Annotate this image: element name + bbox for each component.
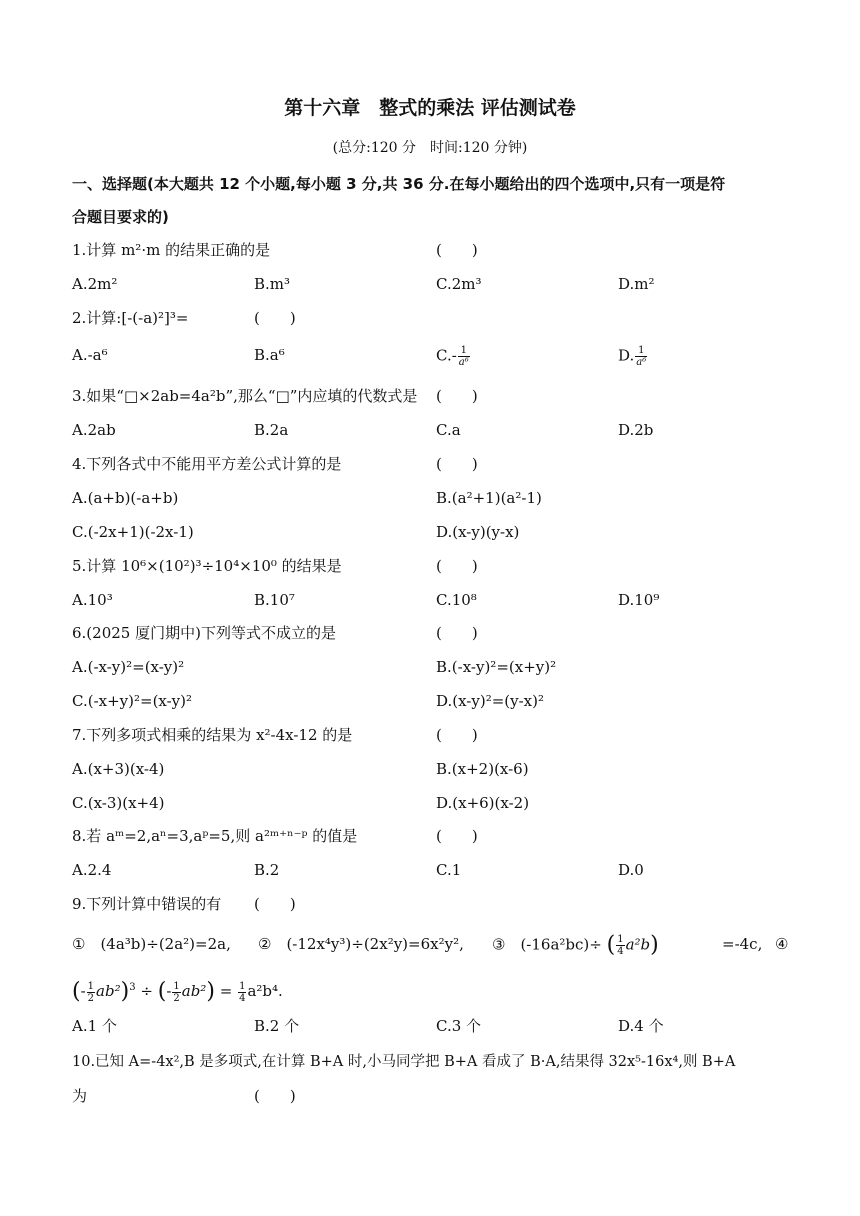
question-7-option-c: C.(x-3)(x+4) bbox=[72, 794, 165, 812]
left-paren: ( bbox=[606, 932, 616, 958]
question-4-stem: 4.下列各式中不能用平方差公式计算的是 bbox=[72, 455, 342, 473]
question-1-option-c: C.2m³ bbox=[436, 275, 482, 293]
question-7-option-a: A.(x+3)(x-4) bbox=[72, 760, 165, 778]
question-1-option-a: A.2m² bbox=[72, 275, 118, 293]
question-7-stem: 7.下列多项式相乘的结果为 x²-4x-12 的是 bbox=[72, 726, 353, 744]
question-6-answer-blank: ( ) bbox=[436, 624, 478, 642]
question-7-answer-blank: ( ) bbox=[436, 726, 478, 744]
question-1-answer-blank: ( ) bbox=[436, 241, 478, 259]
exam-info: (总分:120 分 时间:120 分钟) bbox=[332, 140, 528, 156]
fraction: $\frac{1}{4}$ bbox=[617, 934, 624, 957]
section-heading: 一、选择题(本大题共 12 个小题,每小题 3 分,共 36 分.在每小题给出的四个选项中,只有一项是符 bbox=[72, 175, 726, 193]
question-5-stem: 5.计算 10⁶×(10²)³÷10⁴×10⁰ 的结果是 bbox=[72, 557, 342, 575]
question-2-option-c-prefix: C.- bbox=[436, 346, 457, 365]
fraction: $\frac{1}{\text{a⁶}}$ bbox=[636, 345, 647, 368]
question-4-option-b: B.(a²+1)(a²-1) bbox=[436, 489, 542, 507]
question-9-option-d: D.4 个 bbox=[618, 1017, 664, 1035]
question-9-answer-blank: ( ) bbox=[254, 895, 296, 913]
question-5-option-c: C.10⁸ bbox=[436, 591, 477, 609]
question-10-stem-cont: 为 bbox=[72, 1087, 88, 1105]
question-10-stem: 10.已知 A=-4x²,B 是多项式,在计算 B+A 时,小马同学把 B+A 看成了 B·A,结果得 32x⁵-16x⁴,则 B+A bbox=[72, 1054, 736, 1070]
question-9-stem: 9.下列计算中错误的有 bbox=[72, 895, 222, 913]
question-2-answer-blank: ( ) bbox=[254, 309, 296, 327]
question-10-answer-blank: ( ) bbox=[254, 1087, 296, 1105]
question-9-expr-4-marker: ④ bbox=[775, 935, 789, 953]
question-6-stem: 6.(2025 厦门期中)下列等式不成立的是 bbox=[72, 624, 336, 642]
question-8-option-d: D.0 bbox=[618, 861, 644, 879]
question-3-stem: 3.如果“□×2ab=4a²b”,那么“□”内应填的代数式是 bbox=[72, 387, 418, 405]
question-3-option-a: A.2ab bbox=[72, 421, 116, 439]
question-1-option-b: B.m³ bbox=[254, 275, 291, 293]
question-9-expr-4: (- $\frac{1}{2}$ ab²)$^3$ ÷ (- $\frac{1}{2}$ ab²) = $\frac{1}{4}$ a²b⁴. bbox=[72, 979, 283, 1004]
question-3-option-b: B.2a bbox=[254, 421, 289, 439]
question-2-option-c bbox=[436, 345, 471, 368]
question-6-option-d: D.(x-y)²=(y-x)² bbox=[436, 692, 545, 710]
question-9-option-c: C.3 个 bbox=[436, 1017, 482, 1035]
question-8-option-b: B.2 bbox=[254, 861, 280, 879]
question-9-option-b: B.2 个 bbox=[254, 1017, 300, 1035]
question-5-option-b: B.10⁷ bbox=[254, 591, 295, 609]
fraction: $\frac{1}{4}$ bbox=[239, 980, 246, 1004]
question-5-option-d: D.10⁹ bbox=[618, 591, 660, 609]
fraction: $\frac{1}{2}$ bbox=[173, 980, 180, 1004]
question-8-option-c: C.1 bbox=[436, 861, 462, 879]
question-2-option-a: A.-a⁶ bbox=[72, 346, 108, 364]
question-4-option-c: C.(-2x+1)(-2x-1) bbox=[72, 523, 194, 541]
question-3-option-c: C.a bbox=[436, 421, 461, 439]
question-2-option-b: B.a⁶ bbox=[254, 346, 285, 364]
question-4-option-d: D.(x-y)(y-x) bbox=[436, 523, 520, 541]
question-9-expr-3-result: =-4c, bbox=[722, 935, 763, 953]
page-title: 第十六章 整式的乘法 评估测试卷 bbox=[284, 97, 576, 119]
right-paren: ) bbox=[650, 932, 659, 958]
question-7-option-b: B.(x+2)(x-6) bbox=[436, 760, 529, 778]
question-6-option-c: C.(-x+y)²=(x-y)² bbox=[72, 692, 193, 710]
question-2-stem: 2.计算:[-(-a)²]³= bbox=[72, 309, 189, 327]
question-1-stem: 1.计算 m²·m 的结果正确的是 bbox=[72, 241, 271, 259]
question-9-expr-2: ② (-12x⁴y³)÷(2x²y)=6x²y², bbox=[258, 935, 464, 953]
question-2-option-d-prefix: D. bbox=[618, 346, 635, 365]
question-9-option-a: A.1 个 bbox=[72, 1017, 117, 1035]
question-5-answer-blank: ( ) bbox=[436, 557, 478, 575]
question-3-option-d: D.2b bbox=[618, 421, 654, 439]
section-heading-cont: 合题目要求的) bbox=[72, 208, 169, 226]
question-2-option-d bbox=[618, 345, 648, 368]
question-6-option-a: A.(-x-y)²=(x-y)² bbox=[72, 658, 185, 676]
fraction: $\frac{1}{\text{a⁶}}$ bbox=[458, 345, 469, 368]
question-7-option-d: D.(x+6)(x-2) bbox=[436, 794, 530, 812]
question-3-answer-blank: ( ) bbox=[436, 387, 478, 405]
question-9-expr-1: ① (4a³b)÷(2a²)=2a, bbox=[72, 935, 231, 953]
question-8-option-a: A.2.4 bbox=[72, 861, 112, 879]
question-1-option-d: D.m² bbox=[618, 275, 655, 293]
question-8-stem: 8.若 aᵐ=2,aⁿ=3,aᵖ=5,则 a²ᵐ⁺ⁿ⁻ᵖ 的值是 bbox=[72, 827, 358, 845]
question-4-option-a: A.(a+b)(-a+b) bbox=[72, 489, 179, 507]
question-6-option-b: B.(-x-y)²=(x+y)² bbox=[436, 658, 557, 676]
fraction: $\frac{1}{2}$ bbox=[87, 980, 95, 1004]
question-9-expr-3: ③ (-16a²bc)÷ ( $\frac{1}{4}$ a²b) bbox=[492, 932, 659, 958]
question-5-option-a: A.10³ bbox=[72, 591, 113, 609]
question-8-answer-blank: ( ) bbox=[436, 827, 478, 845]
question-4-answer-blank: ( ) bbox=[436, 455, 478, 473]
